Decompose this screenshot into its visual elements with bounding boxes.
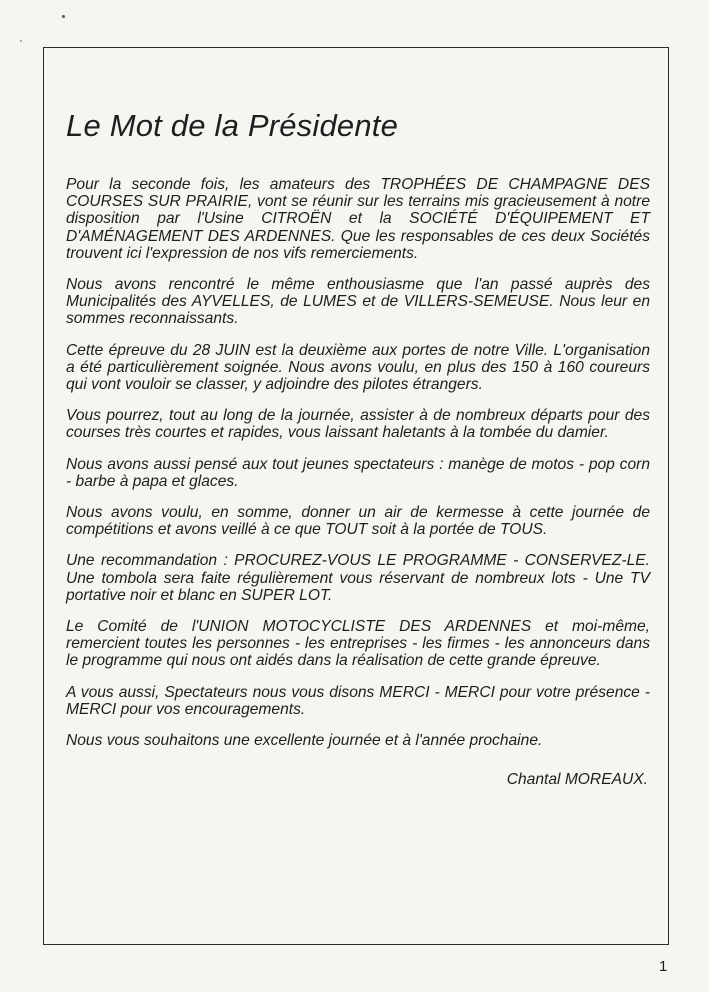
paragraph-young-spectators: Nous avons aussi pensé aux tout jeunes spectateurs : manège de motos - pop corn - barbe à papa et glaces. xyxy=(66,455,650,490)
print-speck xyxy=(20,40,22,42)
print-speck xyxy=(62,15,65,18)
paragraph-municipalities: Nous avons rencontré le même enthousiasme que l'an passé auprès des Municipalités des AYVELLES, de LUMES et de VILLERS-SEMEUSE. Nous leur en sommes reconnaissants. xyxy=(66,276,650,328)
signature: Chantal MOREAUX. xyxy=(506,771,648,789)
paragraph-programme: Une recommandation : PROCUREZ-VOUS LE PROGRAMME - CONSERVEZ-LE. Une tombola sera faite régulièrement vous réservant de nombreux lots - Une TV portative noir et blanc en SUPER LOT. xyxy=(66,552,650,604)
paragraph-thanks-sponsors: Pour la seconde fois, les amateurs des TROPHÉES DE CHAMPAGNE DES COURSES SUR PRAIRIE, vont se réunir sur les terrains mis gracieusement à notre disposition par l'Usine CITROËN et la SOCIÉTÉ D'ÉQUIPEMENT ET D'AMÉNAGEMENT DES ARDENNES. Que les responsables de ces deux Sociétés trouvent ici l'expression de nos vifs remerciements. xyxy=(66,176,650,262)
paragraph-committee: Le Comité de l'UNION MOTOCYCLISTE DES ARDENNES et moi-même, remercient toutes les personnes - les entreprises - les firmes - les annonceurs dans le programme qui nous ont aidés dans la réalisation de cette grande épreuve. xyxy=(66,618,650,670)
paragraph-closing: Nous vous souhaitons une excellente journée et à l'année prochaine. xyxy=(66,732,543,750)
paragraph-races: Vous pourrez, tout au long de la journée, assister à de nombreux départs pour des courses très courtes et rapides, vous laissant haletants à la tombée du damier. xyxy=(66,407,650,442)
paragraph-kermesse: Nous avons voulu, en somme, donner un air de kermesse à cette journée de compétitions et avons veillé à ce que TOUT soit à la portée de TOUS. xyxy=(66,504,650,539)
page-title: Le Mot de la Présidente xyxy=(66,108,399,143)
paragraph-event-date: Cette épreuve du 28 JUIN est la deuxième aux portes de notre Ville. L'organisation a été particulièrement soignée. Nous avons voulu, en plus des 150 à 160 coureurs qui vont vouloir se classer, y adjoindre des pilotes étrangers. xyxy=(66,341,650,394)
page-number: 1 xyxy=(659,958,668,975)
paragraph-merci: A vous aussi, Spectateurs nous vous disons MERCI - MERCI pour votre présence - MERCI pour vos encouragements. xyxy=(66,683,650,718)
letter-body xyxy=(66,176,650,788)
